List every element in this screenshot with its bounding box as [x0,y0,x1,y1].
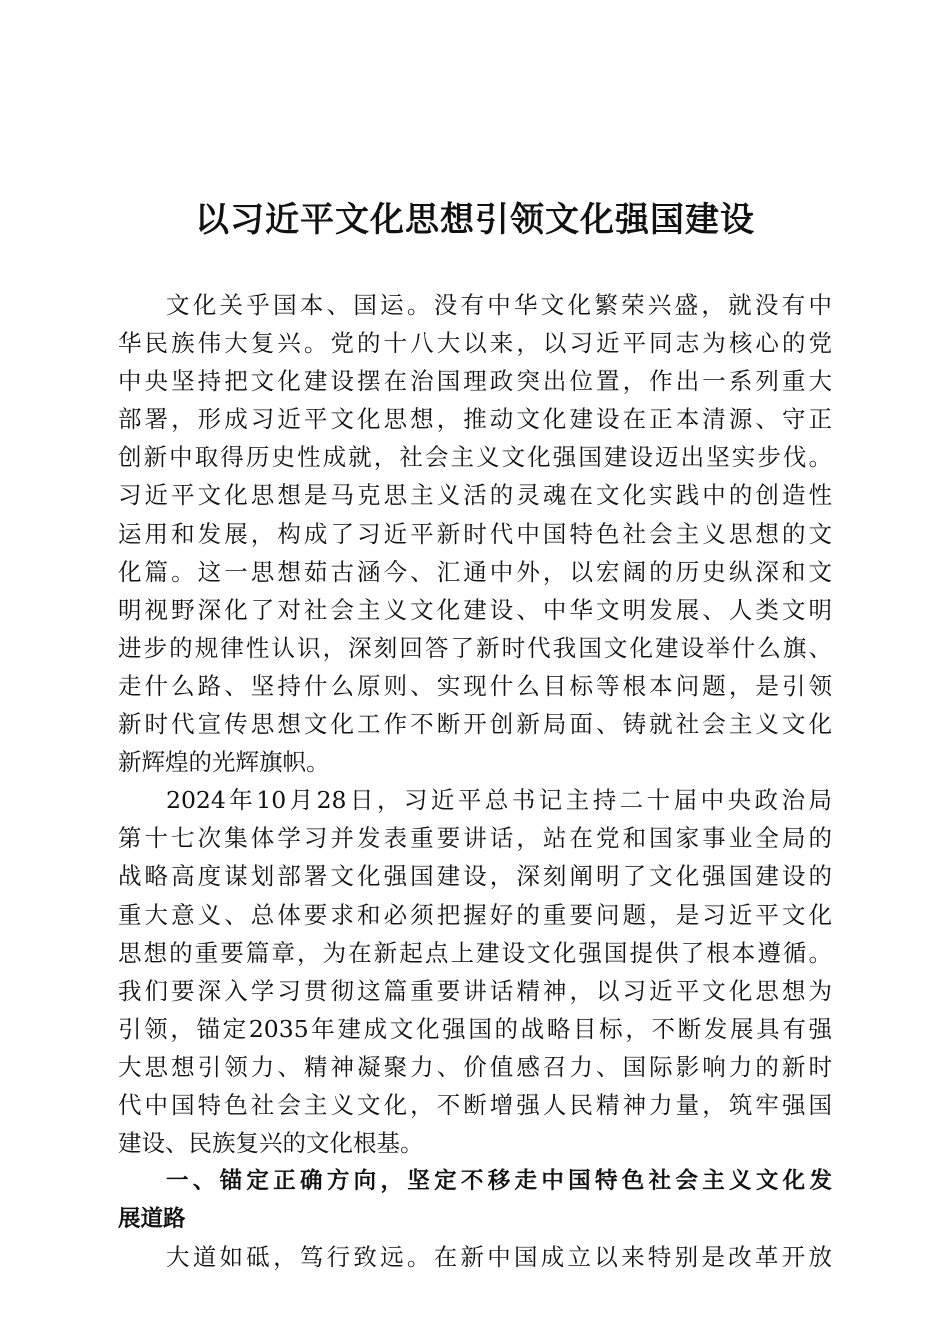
paragraph-1-line-5: 创新中取得历史性成就，社会主义文化强国建设迈出坚实步伐。 [118,443,832,472]
paragraph-2-line-3: 战略高度谋划部署文化强国建设，深刻阐明了文化强国建设的 [118,862,832,891]
paragraph-1-line-6: 习近平文化思想是马克思主义活的灵魂在文化实践中的创造性 [118,481,832,510]
section-heading-line-2: 展道路 [118,1206,186,1233]
paragraph-2-line-10: 建设、民族复兴的文化根基。 [118,1129,424,1158]
paragraph-1-line-3: 中央坚持把文化建设摆在治国理政突出位置，作出一系列重大 [118,367,832,396]
paragraph-1-line-13: 新辉煌的光辉旗帜。 [118,748,330,777]
paragraph-1-line-11: 走什么路、坚持什么原则、实现什么目标等根本问题，是引领 [118,671,832,700]
paragraph-1-line-10: 进步的规律性认识，深刻回答了新时代我国文化建设举什么旗、 [118,633,832,662]
paragraph-2-line-6: 我们要深入学习贯彻这篇重要讲话精神，以习近平文化思想为 [118,976,832,1005]
paragraph-3-line-1: 大道如砥，笃行致远。在新中国成立以来特别是改革开放 [166,1243,832,1272]
paragraph-2-line-9: 代中国特色社会主义文化，不断增强人民精神力量，筑牢强国 [118,1090,832,1119]
paragraph-1-line-4: 部署，形成习近平文化思想，推动文化建设在正本清源、守正 [118,405,832,434]
paragraph-2-line-1: 2024年10月28日，习近平总书记主持二十届中央政治局 [166,786,832,815]
paragraph-2-line-8: 大思想引领力、精神凝聚力、价值感召力、国际影响力的新时 [118,1052,832,1081]
section-heading-line-1: 一、锚定正确方向，坚定不移走中国特色社会主义文化发 [166,1168,832,1195]
document-title: 以习近平文化思想引领文化强国建设 [195,200,755,240]
paragraph-1-line-9: 明视野深化了对社会主义文化建设、中华文明发展、人类文明 [118,595,832,624]
paragraph-1-line-1: 文化关乎国本、国运。没有中华文化繁荣兴盛，就没有中 [166,291,832,319]
paragraph-1-line-8: 化篇。这一思想茹古涵今、汇通中外，以宏阔的历史纵深和文 [118,557,832,586]
paragraph-2-line-5: 思想的重要篇章，为在新起点上建设文化强国提供了根本遵循。 [118,938,832,967]
document-body [118,286,832,1276]
paragraph-1-line-7: 运用和发展，构成了习近平新时代中国特色社会主义思想的文 [118,519,832,548]
paragraph-2-line-7: 引领，锚定2035年建成文化强国的战略目标，不断发展具有强 [118,1014,832,1043]
paragraph-2-line-4: 重大意义、总体要求和必须把握好的重要问题，是习近平文化 [118,900,832,929]
paragraph-2-line-2: 第十七次集体学习并发表重要讲话，站在党和国家事业全局的 [118,824,832,853]
paragraph-1-line-12: 新时代宣传思想文化工作不断开创新局面、铸就社会主义文化 [118,710,832,739]
paragraph-1-line-2: 华民族伟大复兴。党的十八大以来，以习近平同志为核心的党 [118,329,832,358]
